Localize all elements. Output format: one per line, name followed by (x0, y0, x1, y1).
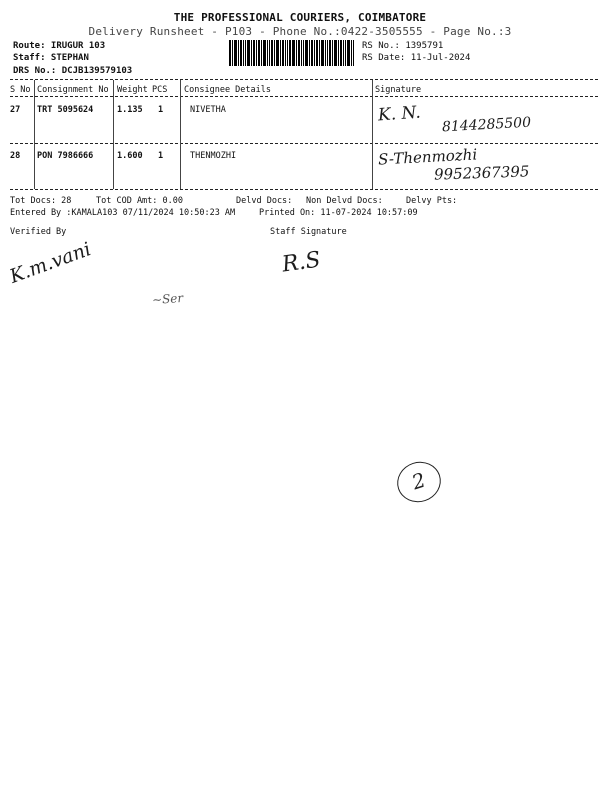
column-header-signature: Signature (375, 85, 422, 95)
column-divider (180, 80, 181, 189)
table-row-pcs: 1 (158, 105, 164, 115)
company-title: THE PROFESSIONAL COURIERS, COIMBATORE (173, 11, 427, 24)
rs-date: RS Date: 11-Jul-2024 (362, 53, 471, 63)
table-top-rule (10, 79, 598, 80)
drs-number: DRS No.: DCJB139579103 (13, 66, 133, 76)
staff-signature-label: Staff Signature (270, 227, 347, 237)
verified-by-label: Verified By (10, 227, 67, 237)
signature-handwriting: S-Thenmozhi (377, 145, 478, 169)
staff-label: Staff: STEPHAN (13, 53, 89, 63)
handwritten-phone: 8144285500 (441, 114, 532, 136)
entered-by: Entered By :KAMALA103 07/11/2024 10:50:23 AM (10, 208, 236, 218)
table-bottom-rule (10, 189, 598, 190)
total-docs: Tot Docs: 28 (10, 196, 72, 206)
table-row-weight: 1.135 (117, 105, 143, 115)
table-row-rule (10, 143, 598, 144)
column-divider (34, 80, 35, 189)
verifier-signature: K.m.vani (6, 238, 94, 288)
printed-on: Printed On: 11-07-2024 10:57:09 (259, 208, 418, 218)
non-delivered-docs: Non Delvd Docs: (306, 196, 383, 206)
table-row-sno: 28 (10, 151, 21, 161)
table-row-consignee: THENMOZHI (190, 151, 237, 161)
delivered-docs: Delvd Docs: (236, 196, 293, 206)
total-cod-amount: Tot COD Amt: 0.00 (96, 196, 183, 206)
table-row-pcs: 1 (158, 151, 164, 161)
signature-handwriting: K. N. (377, 102, 422, 126)
column-divider (113, 80, 114, 189)
table-row-consignee: NIVETHA (190, 105, 226, 115)
column-header-consignment: Consignment No (37, 85, 109, 95)
route-label: Route: IRUGUR 103 (13, 41, 106, 51)
handwritten-phone: 9952367395 (433, 162, 530, 184)
delivery-points: Delvy Pts: (406, 196, 458, 206)
table-header-rule (10, 96, 598, 97)
staff-signature-mark: R.S (280, 247, 323, 278)
table-row-sno: 27 (10, 105, 21, 115)
column-divider (372, 80, 373, 189)
column-header-pcs: PCS (152, 85, 168, 95)
table-row-consignment: TRT 5095624 (37, 105, 94, 115)
barcode (229, 40, 354, 66)
rs-number: RS No.: 1395791 (362, 41, 444, 51)
handwritten-scribble: ~Ser (151, 290, 184, 308)
runsheet-subtitle: Delivery Runsheet - P103 - Phone No.:0422-3505555 - Page No.:3 (88, 25, 512, 38)
column-header-weight: Weight (117, 85, 148, 95)
circled-number-mark: 2 (392, 456, 446, 508)
column-header-consignee: Consignee Details (184, 85, 271, 95)
table-row-consignment: PON 7986666 (37, 151, 94, 161)
table-row-weight: 1.600 (117, 151, 143, 161)
column-header-sno: S No (10, 85, 31, 95)
